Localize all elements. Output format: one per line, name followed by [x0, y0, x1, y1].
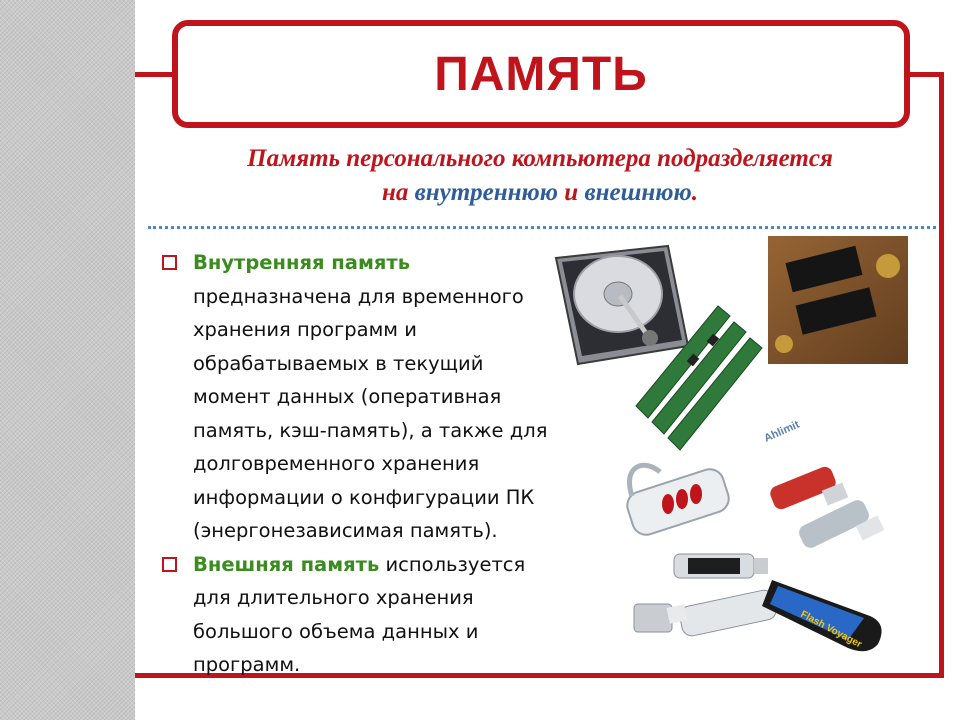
dotted-divider	[148, 226, 936, 229]
subtitle-word-external: внешнюю	[584, 179, 692, 206]
frame-top-left-line	[135, 72, 175, 77]
decorative-left-strip	[0, 0, 135, 720]
checkbox-bullet-icon	[162, 255, 177, 270]
subtitle-line-2	[150, 176, 930, 210]
title-box	[172, 20, 910, 128]
checkbox-bullet-icon	[162, 557, 177, 572]
subtitle-word-internal: внутреннюю	[414, 179, 559, 206]
subtitle-line-1: Память персонального компьютера подразделяется	[247, 145, 833, 172]
bullet-internal-memory	[160, 246, 560, 548]
external-memory-text: используется для длительного хранения большого объема данных и программ.	[193, 552, 526, 676]
internal-memory-heading: Внутренняя память	[193, 251, 411, 274]
bullet-external-memory	[160, 548, 560, 682]
usb-flash-drives-image	[624, 465, 885, 652]
memory-devices-illustration	[548, 236, 928, 666]
frame-right-line	[939, 72, 944, 678]
memory-chips-image	[768, 236, 908, 364]
subtitle-period: .	[691, 179, 699, 206]
subtitle	[150, 142, 930, 210]
flash-drive-label: Flash Voyager	[798, 608, 864, 651]
internal-memory-text: предназначена для временного хранения программ и обрабатываемых в текущий момент данных (оперативная память, кэш-память), а также для долговременного хранения информации о конфигурации ПК (энергонезависимая память).	[193, 284, 548, 542]
subtitle-word-na: на	[381, 179, 409, 206]
external-memory-heading: Внешняя память	[193, 552, 380, 576]
slide-title: ПАМЯТЬ	[434, 47, 648, 101]
hard-drive-image	[556, 246, 688, 364]
subtitle-word-and: и	[564, 179, 579, 206]
bullet-list	[160, 246, 560, 682]
ram-brand-label: Ahlimit	[762, 418, 802, 445]
